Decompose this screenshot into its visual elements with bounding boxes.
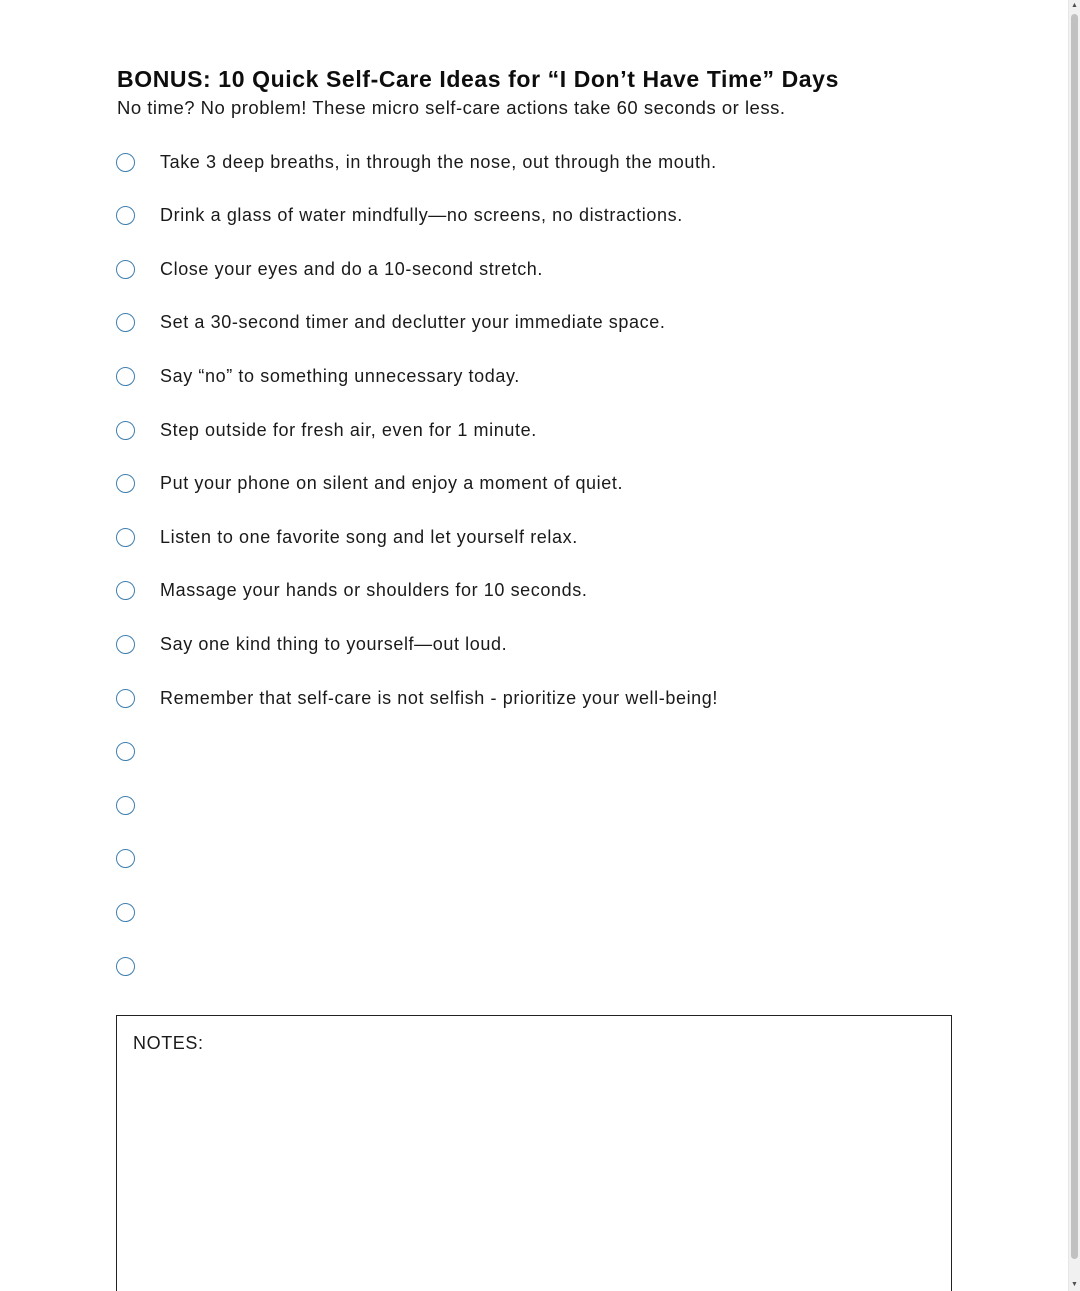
checkbox-circle-icon[interactable] (116, 474, 135, 493)
checkbox-circle-icon[interactable] (116, 796, 135, 815)
checkbox-circle-icon[interactable] (116, 367, 135, 386)
checklist-item-text: Put your phone on silent and enjoy a moment of quiet. (160, 473, 624, 494)
checklist-item (116, 847, 160, 871)
checklist-item (116, 364, 520, 388)
page-title: BONUS: 10 Quick Self-Care Ideas for “I Don’t Have Time” Days (117, 66, 839, 92)
checklist-item (116, 579, 587, 603)
checklist-item (116, 954, 160, 978)
checklist-item (116, 204, 683, 228)
scroll-down-icon[interactable]: ▼ (1071, 1281, 1078, 1288)
scroll-thumb[interactable] (1071, 14, 1078, 1259)
vertical-scrollbar[interactable] (1068, 0, 1080, 1291)
checkbox-circle-icon[interactable] (116, 421, 135, 440)
notes-label: NOTES: (133, 1033, 204, 1053)
checklist-item (116, 793, 160, 817)
checklist-item (116, 900, 160, 924)
checkbox-circle-icon[interactable] (116, 635, 135, 654)
page-subtitle: No time? No problem! These micro self-care actions take 60 seconds or less. (117, 97, 786, 118)
checklist-item-text: Drink a glass of water mindfully—no screens, no distractions. (160, 205, 683, 226)
checklist-item (116, 418, 537, 442)
checklist-item (116, 686, 718, 710)
checklist-item (116, 740, 160, 764)
checkbox-circle-icon[interactable] (116, 849, 135, 868)
checklist-item (116, 257, 543, 281)
checklist-item-text: Close your eyes and do a 10-second stretch. (160, 258, 544, 279)
checkbox-circle-icon[interactable] (116, 903, 135, 922)
checklist-item-text: Set a 30-second timer and declutter your immediate space. (160, 312, 666, 333)
notes-box[interactable] (116, 1015, 952, 1291)
checklist-item-text: Say one kind thing to yourself—out loud. (160, 633, 508, 654)
checklist-item (116, 311, 665, 335)
checkbox-circle-icon[interactable] (116, 206, 135, 225)
checkbox-circle-icon[interactable] (116, 153, 135, 172)
checklist-item-text: Listen to one favorite song and let yourself relax. (160, 526, 578, 547)
checklist-item-text: Step outside for fresh air, even for 1 minute. (160, 419, 537, 440)
checklist-item-text: Remember that self-care is not selfish - prioritize your well-being! (160, 687, 718, 708)
checkbox-circle-icon[interactable] (116, 689, 135, 708)
checkbox-circle-icon[interactable] (116, 313, 135, 332)
checklist-item-text: Take 3 deep breaths, in through the nose, out through the mouth. (160, 151, 717, 172)
checklist-item-text: Massage your hands or shoulders for 10 seconds. (160, 580, 588, 601)
checkbox-circle-icon[interactable] (116, 957, 135, 976)
checklist-item (116, 150, 717, 174)
checkbox-circle-icon[interactable] (116, 742, 135, 761)
scroll-up-icon[interactable]: ▲ (1071, 2, 1078, 9)
checklist-item (116, 632, 507, 656)
checklist-item (116, 525, 578, 549)
checkbox-circle-icon[interactable] (116, 581, 135, 600)
checkbox-circle-icon[interactable] (116, 528, 135, 547)
checkbox-circle-icon[interactable] (116, 260, 135, 279)
checklist-item (116, 472, 623, 496)
checklist-item-text: Say “no” to something unnecessary today. (160, 365, 520, 386)
